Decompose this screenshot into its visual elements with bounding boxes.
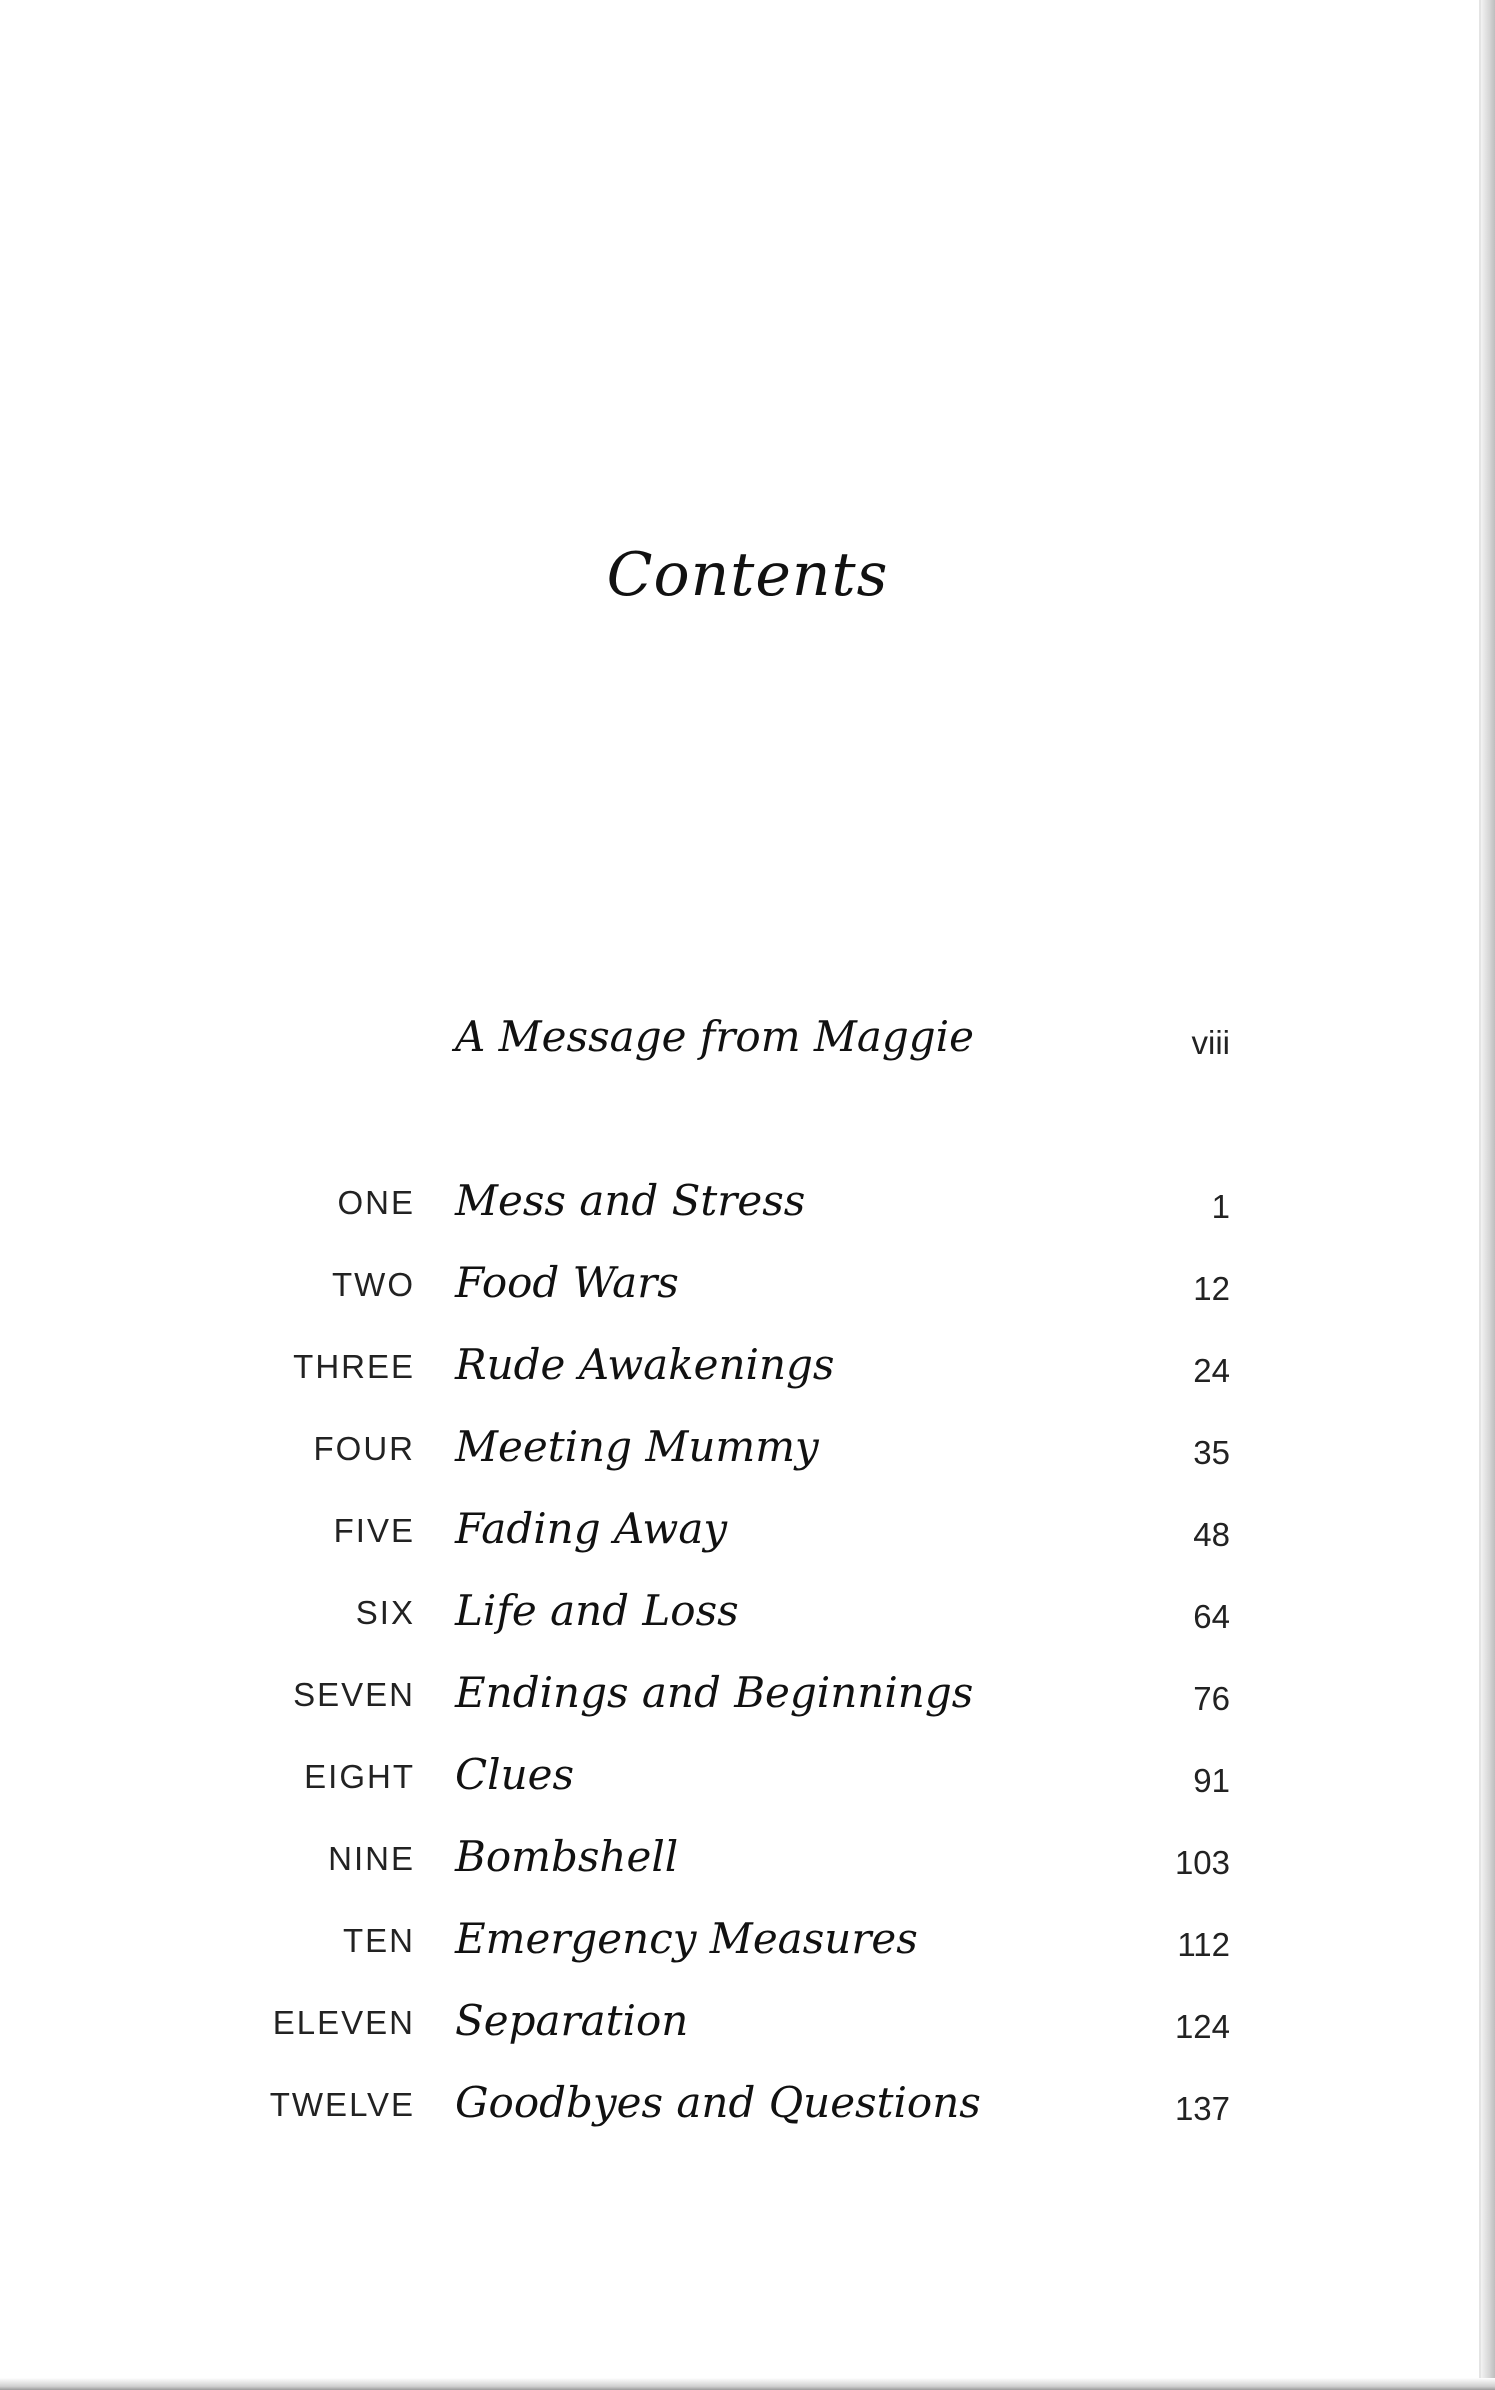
chapter-page-number: 1 xyxy=(1211,1188,1230,1225)
toc-row xyxy=(0,1668,1495,1750)
chapter-number: TEN xyxy=(343,1922,415,1959)
chapter-title: Meeting Mummy xyxy=(455,1422,819,1471)
chapter-title: Separation xyxy=(455,1996,689,2045)
chapter-number: FOUR xyxy=(313,1430,415,1467)
chapter-page-number: 91 xyxy=(1193,1762,1230,1799)
page-title: Contents xyxy=(606,540,889,610)
toc-message-row xyxy=(0,1012,1495,1082)
toc-row xyxy=(0,1504,1495,1586)
chapter-number: SEVEN xyxy=(293,1676,415,1713)
chapter-title: Food Wars xyxy=(455,1258,679,1307)
chapter-title: Rude Awakenings xyxy=(455,1340,835,1389)
toc-list xyxy=(0,1176,1495,2160)
chapter-page-number: 112 xyxy=(1177,1926,1230,1963)
chapter-number: TWO xyxy=(332,1266,415,1303)
chapter-page-number: 137 xyxy=(1174,2090,1230,2127)
chapter-title: Emergency Measures xyxy=(455,1914,918,1963)
chapter-title: Fading Away xyxy=(455,1504,728,1553)
toc-row xyxy=(0,1586,1495,1668)
chapter-number: SIX xyxy=(355,1594,415,1631)
toc-row xyxy=(0,1914,1495,1996)
chapter-number: ELEVEN xyxy=(272,2004,415,2041)
chapter-number: NINE xyxy=(328,1840,415,1877)
chapter-title: Goodbyes and Questions xyxy=(455,2078,981,2127)
toc-row xyxy=(0,1422,1495,1504)
toc-row xyxy=(0,1832,1495,1914)
chapter-page-number: 103 xyxy=(1174,1844,1230,1881)
chapter-page-number: 124 xyxy=(1174,2008,1230,2045)
page-edge-bottom xyxy=(0,2378,1495,2390)
chapter-number: TWELVE xyxy=(269,2086,415,2123)
toc-row xyxy=(0,1750,1495,1832)
chapter-number: ONE xyxy=(337,1184,415,1221)
chapter-title: Clues xyxy=(455,1750,575,1799)
chapter-number: FIVE xyxy=(333,1512,415,1549)
chapter-number: THREE xyxy=(293,1348,415,1385)
toc-row xyxy=(0,1340,1495,1422)
chapter-title: Life and Loss xyxy=(455,1586,739,1635)
chapter-page-number: 64 xyxy=(1193,1598,1230,1635)
toc-row xyxy=(0,1258,1495,1340)
toc-row xyxy=(0,1176,1495,1258)
toc-row xyxy=(0,1996,1495,2078)
chapter-page-number: 35 xyxy=(1193,1434,1230,1471)
message-page-number: viii xyxy=(1191,1024,1230,1061)
message-title: A Message from Maggie xyxy=(455,1012,974,1061)
chapter-title: Mess and Stress xyxy=(455,1176,806,1225)
chapter-title: Endings and Beginnings xyxy=(455,1668,974,1717)
chapter-number: EIGHT xyxy=(304,1758,415,1795)
toc-row xyxy=(0,2078,1495,2160)
chapter-page-number: 24 xyxy=(1193,1352,1230,1389)
chapter-title: Bombshell xyxy=(455,1832,679,1881)
chapter-page-number: 48 xyxy=(1193,1516,1230,1553)
chapter-page-number: 12 xyxy=(1193,1270,1230,1307)
chapter-page-number: 76 xyxy=(1193,1680,1230,1717)
